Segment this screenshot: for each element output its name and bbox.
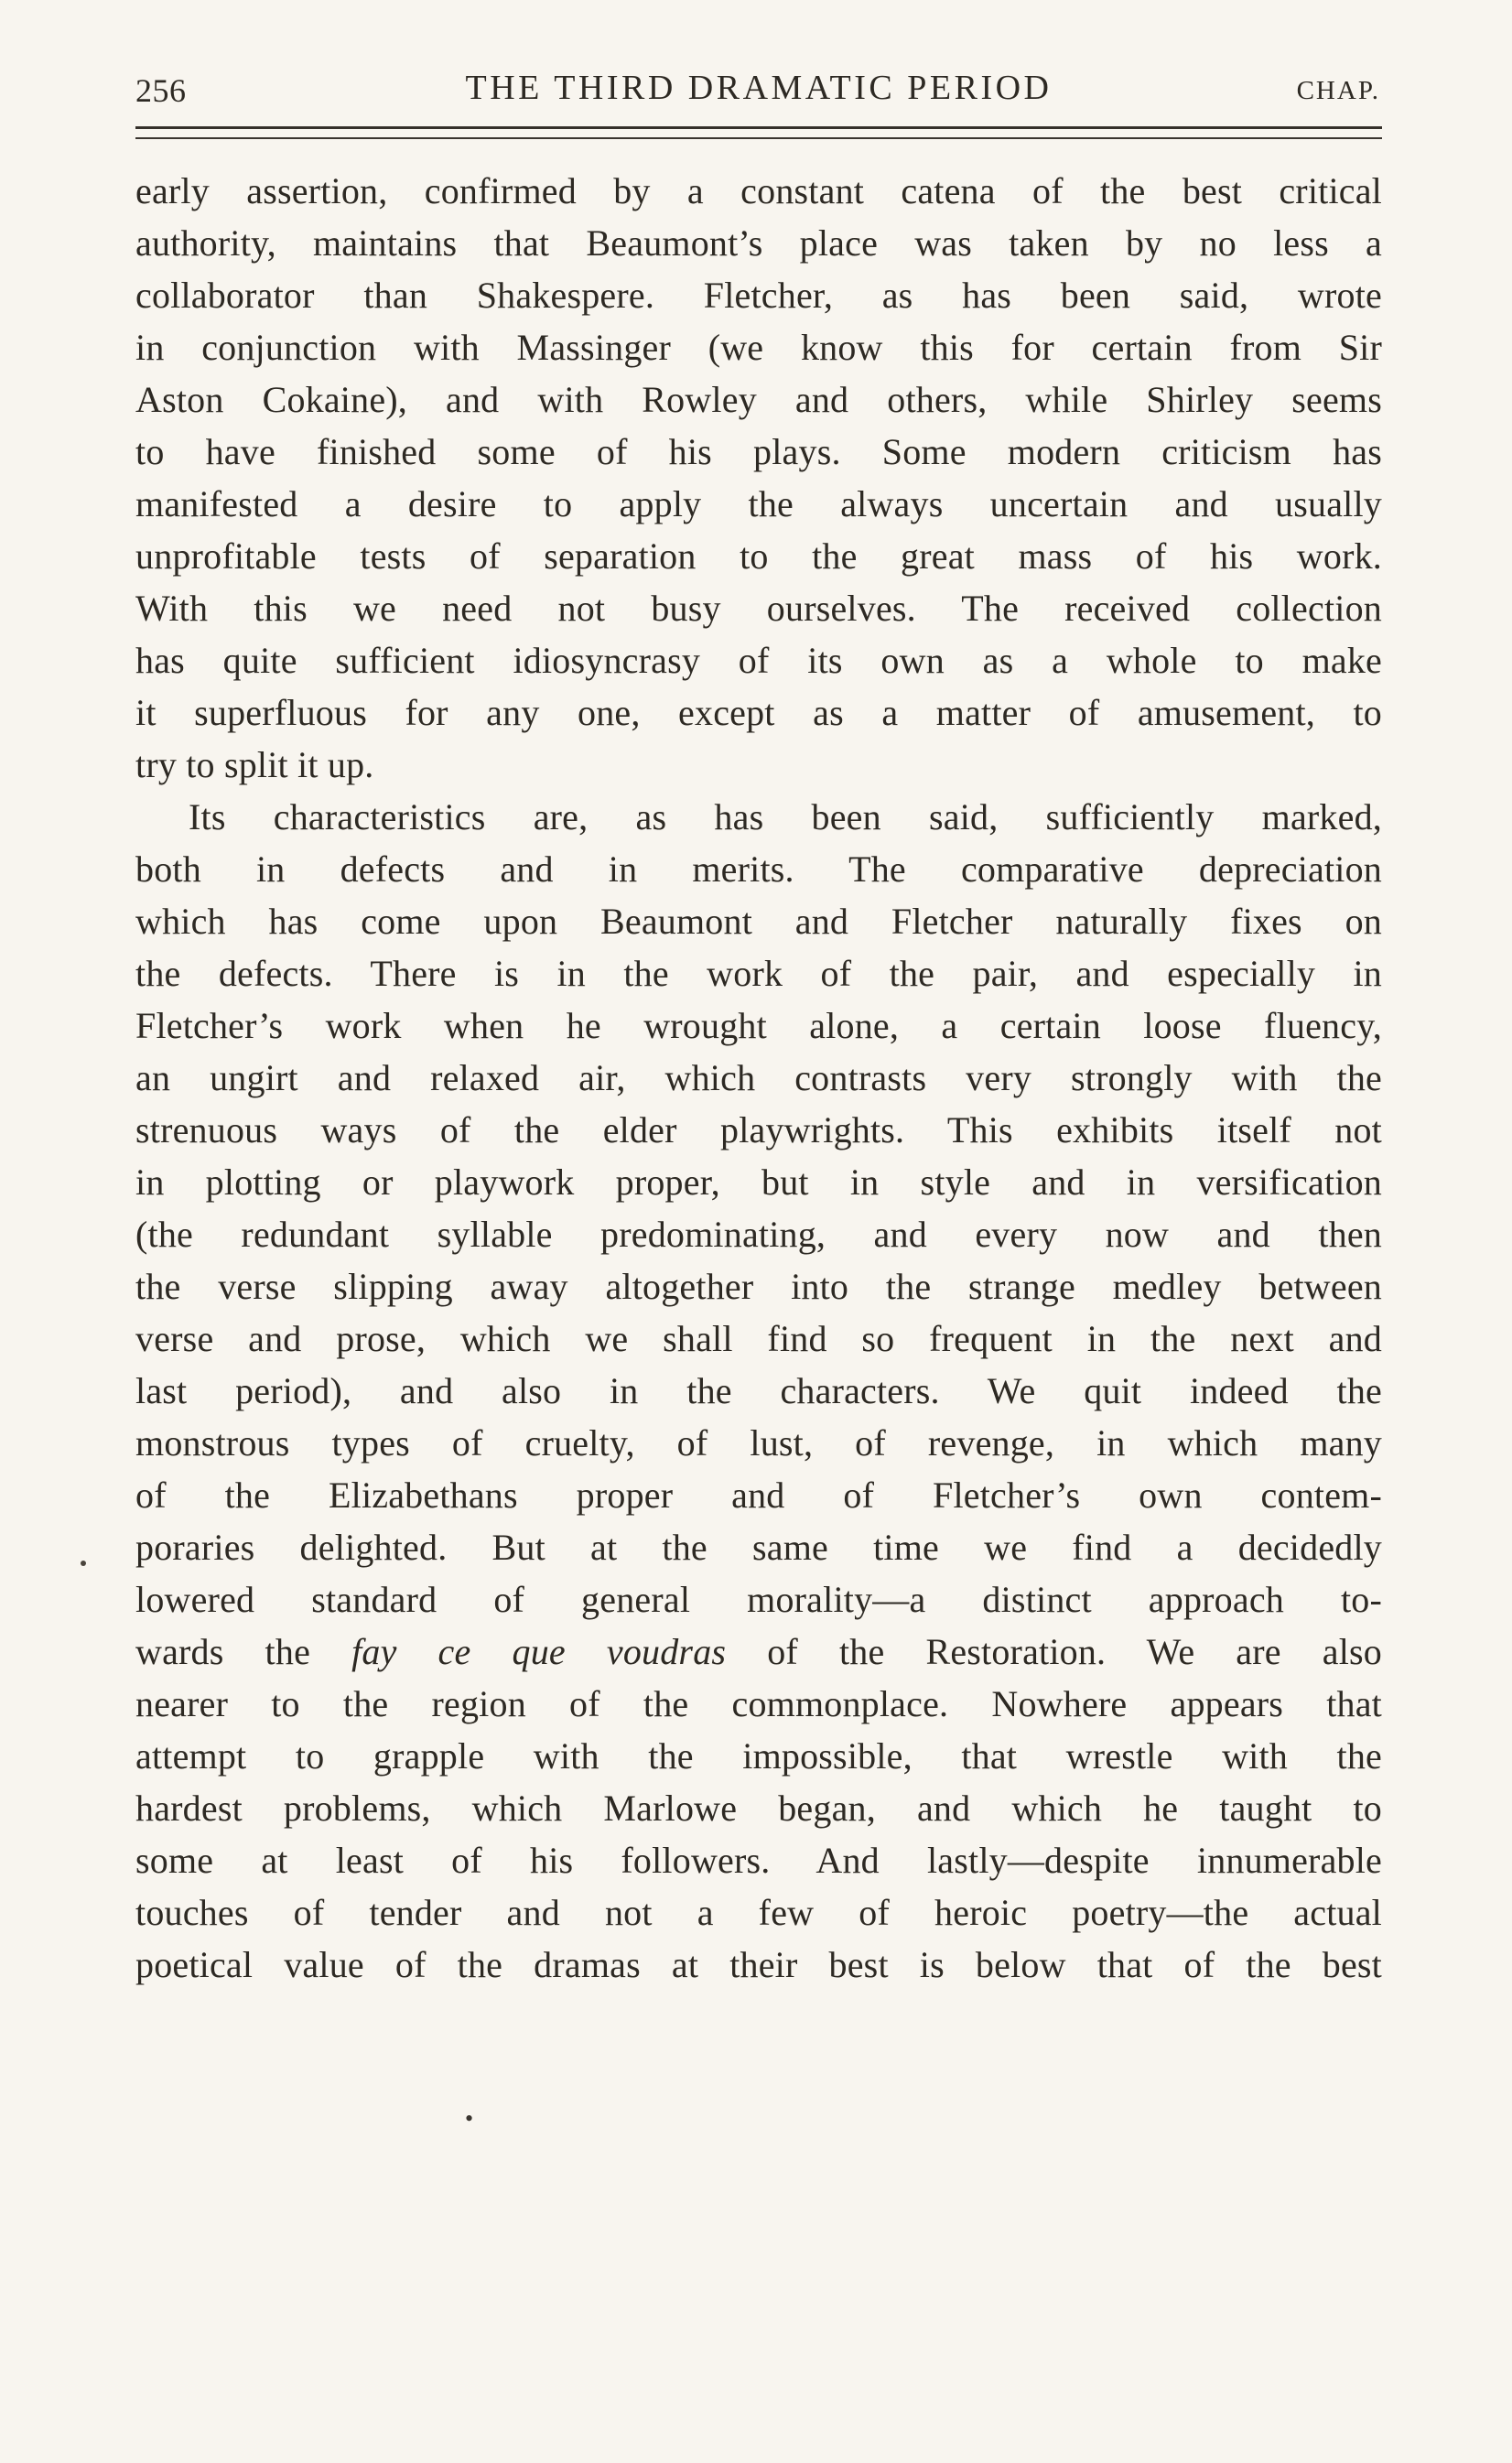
text-line: an ungirt and relaxed air, which contrasts very strongly with the bbox=[135, 1057, 1382, 1098]
text-line: collaborator than Shakespere. Fletcher, as has been said, wrote bbox=[135, 275, 1382, 316]
text-segment: wards the bbox=[135, 1631, 352, 1672]
text-line: touches of tender and not a few of heroic poetry—the actual bbox=[135, 1892, 1382, 1933]
ink-dot-artifact bbox=[81, 1561, 86, 1566]
text-line: in conjunction with Massinger (we know this for certain from Sir bbox=[135, 327, 1382, 368]
text-line: early assertion, confirmed by a constant catena of the best critical bbox=[135, 170, 1382, 211]
italic-phrase: fay ce que voudras bbox=[351, 1631, 727, 1672]
running-title: THE THIRD DRAMATIC PERIOD bbox=[465, 69, 1053, 107]
text-line bbox=[135, 1626, 1382, 1678]
text-line: Fletcher’s work when he wrought alone, a certain loose fluency, bbox=[135, 1005, 1382, 1046]
text-line: unprofitable tests of separation to the great mass of his work. bbox=[135, 535, 1382, 577]
text-line: poraries delighted. But at the same time we find a decidedly bbox=[135, 1527, 1382, 1568]
text-line: in plotting or playwork proper, but in style and in versification bbox=[135, 1161, 1382, 1203]
text-line: Its characteristics are, as has been said, sufficiently marked, bbox=[189, 796, 1382, 837]
text-line: try to split it up. bbox=[135, 744, 374, 785]
page-content bbox=[135, 68, 1382, 1991]
text-line: monstrous types of cruelty, of lust, of revenge, in which many bbox=[135, 1422, 1382, 1464]
paragraph bbox=[135, 791, 1382, 1991]
text-line: has quite sufficient idiosyncrasy of its own as a whole to make bbox=[135, 640, 1382, 681]
text-line: both in defects and in merits. The comparative depreciation bbox=[135, 848, 1382, 890]
text-line: With this we need not busy ourselves. The received collection bbox=[135, 588, 1382, 629]
header-double-rule bbox=[135, 126, 1382, 139]
text-line: manifested a desire to apply the always uncertain and usually bbox=[135, 483, 1382, 524]
text-line: verse and prose, which we shall find so frequent in the next and bbox=[135, 1318, 1382, 1359]
text-line: lowered standard of general morality—a distinct approach to- bbox=[135, 1579, 1382, 1620]
page-header bbox=[135, 68, 1382, 115]
chapter-label: CHAP. bbox=[1296, 76, 1380, 105]
page-number: 256 bbox=[135, 72, 187, 109]
text-line: authority, maintains that Beaumont’s place was taken by no less a bbox=[135, 222, 1382, 264]
text-line: of the Elizabethans proper and of Fletcher’s own contem- bbox=[135, 1475, 1382, 1516]
text-line: to have finished some of his plays. Some modern criticism has bbox=[135, 431, 1382, 472]
text-line: hardest problems, which Marlowe began, and which he taught to bbox=[135, 1788, 1382, 1829]
text-line: Aston Cokaine), and with Rowley and others, while Shirley seems bbox=[135, 379, 1382, 420]
text-line: some at least of his followers. And lastly—despite innumerable bbox=[135, 1840, 1382, 1881]
text-line: strenuous ways of the elder playwrights. This exhibits itself not bbox=[135, 1109, 1382, 1150]
text-line: (the redundant syllable predominating, and every now and then bbox=[135, 1214, 1382, 1255]
text-line: the defects. There is in the work of the pair, and especially in bbox=[135, 953, 1382, 994]
text-line: last period), and also in the characters. We quit indeed the bbox=[135, 1370, 1382, 1411]
paragraph bbox=[135, 165, 1382, 791]
text-line: it superfluous for any one, except as a matter of amusement, to bbox=[135, 692, 1382, 733]
text-line: the verse slipping away altogether into the strange medley between bbox=[135, 1266, 1382, 1307]
text-line: attempt to grapple with the impossible, that wrestle with the bbox=[135, 1735, 1382, 1777]
text-line: which has come upon Beaumont and Fletcher naturally fixes on bbox=[135, 901, 1382, 942]
text-segment: of the Restoration. We are also bbox=[726, 1631, 1382, 1672]
text-line: poetical value of the dramas at their best is below that of the best bbox=[135, 1944, 1382, 1985]
footer-dot: • bbox=[465, 2105, 474, 2132]
text-line: nearer to the region of the commonplace. Nowhere appears that bbox=[135, 1683, 1382, 1724]
body-text bbox=[135, 165, 1382, 1991]
